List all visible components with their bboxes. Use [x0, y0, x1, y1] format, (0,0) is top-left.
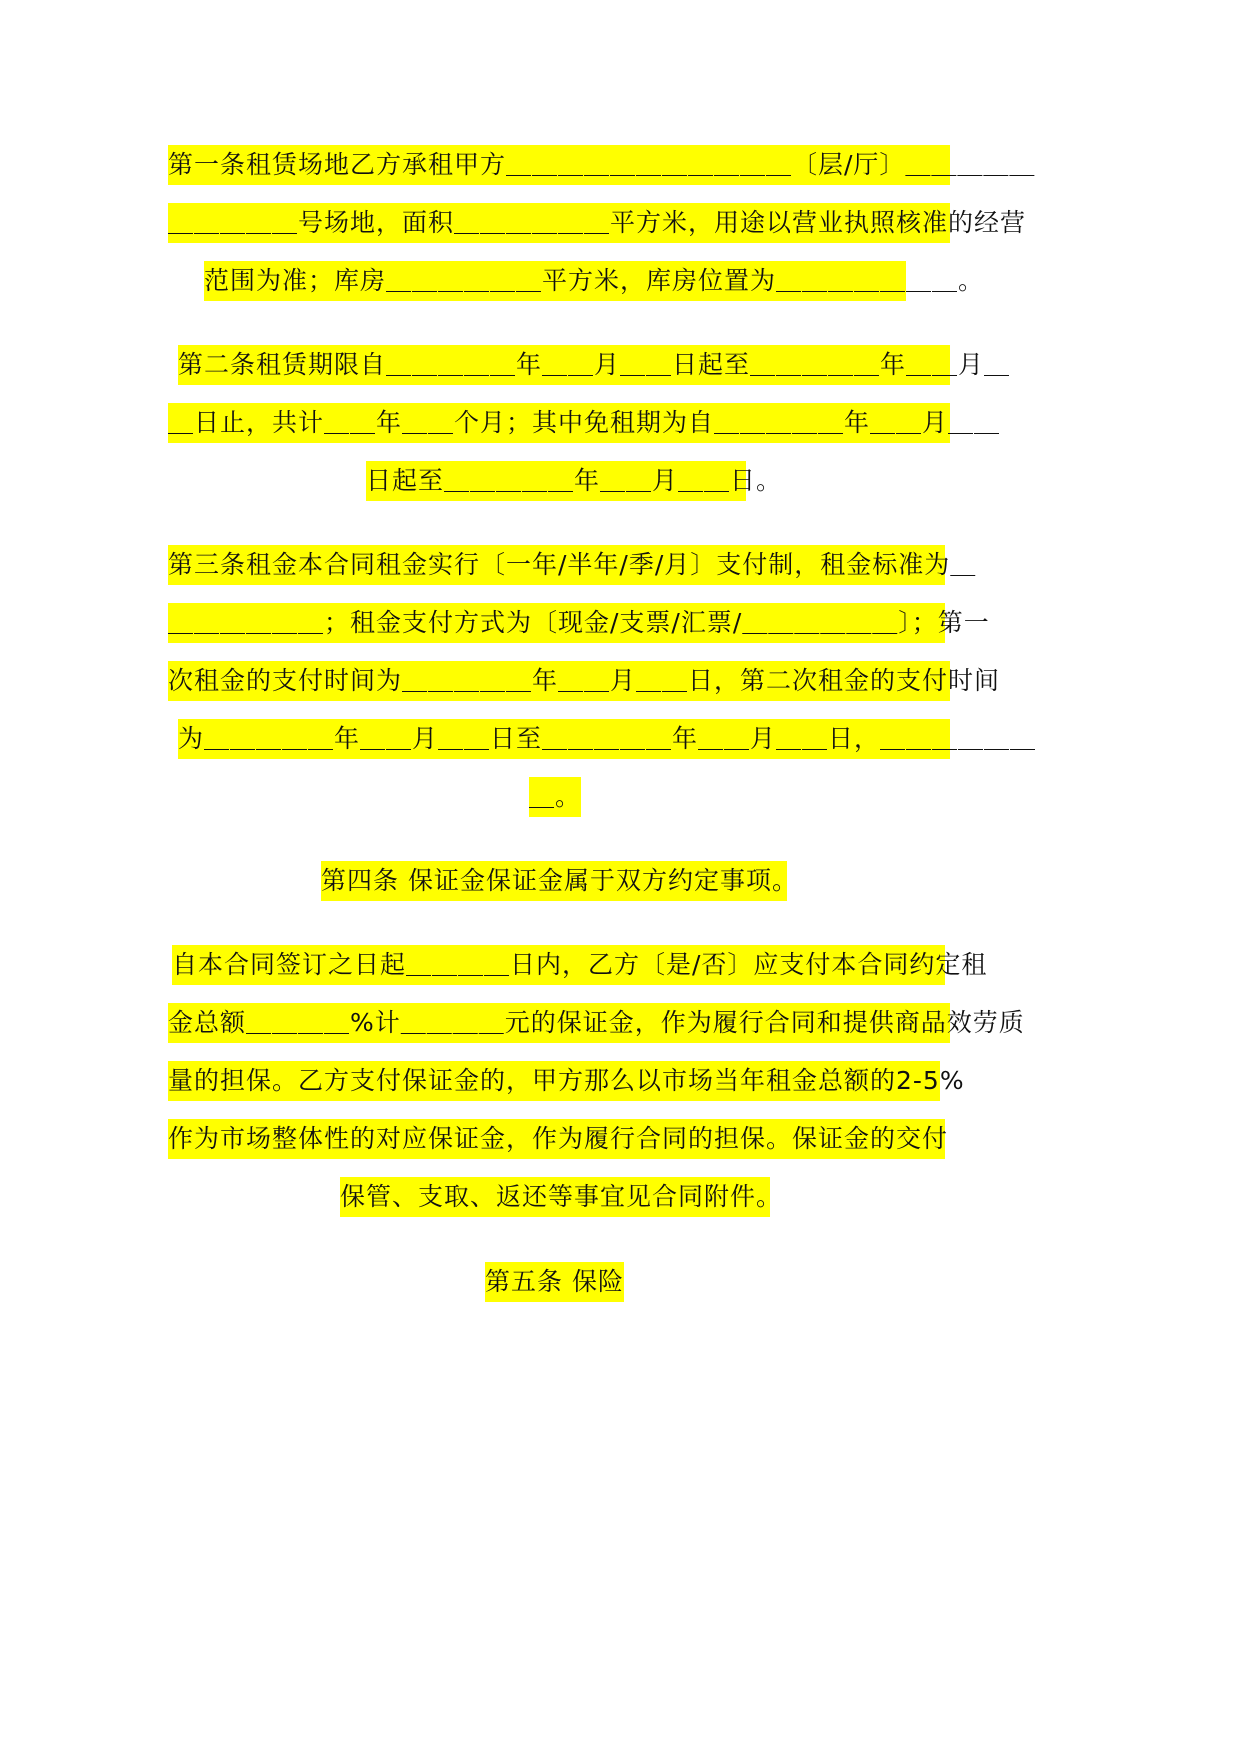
article3-line1: 第三条租金本合同租金实行〔一年/半年/季/月〕支付制，租金标准为＿ — [168, 545, 945, 585]
article5-heading: 第五条 保险 — [485, 1262, 624, 1302]
article4-line1: 自本合同签订之日起＿＿＿＿日内，乙方〔是/否〕应支付本合同约定租 — [172, 945, 945, 985]
article4-heading: 第四条 保证金保证金属于双方约定事项。 — [321, 861, 787, 901]
article2-line2: ＿日止，共计＿＿年＿＿个月；其中免租期为自＿＿＿＿＿年＿＿月＿＿ — [168, 403, 950, 443]
article3-line5: ＿。 — [529, 777, 581, 817]
article3-line3: 次租金的支付时间为＿＿＿＿＿年＿＿月＿＿日，第二次租金的支付时间 — [168, 661, 950, 701]
article4-line5: 保管、支取、返还等事宜见合同附件。 — [340, 1177, 770, 1217]
article1-line3: 范围为准；库房＿＿＿＿＿＿平方米，库房位置为＿＿＿＿＿＿＿。 — [204, 261, 906, 301]
article4-line3: 量的担保。乙方支付保证金的，甲方那么以市场当年租金总额的2-5% — [168, 1061, 940, 1101]
article2-line3: 日起至＿＿＿＿＿年＿＿月＿＿日。 — [366, 461, 746, 501]
article3-line4: 为＿＿＿＿＿年＿＿月＿＿日至＿＿＿＿＿年＿＿月＿＿日，＿＿＿＿＿＿ — [178, 719, 950, 759]
article4-line4: 作为市场整体性的对应保证金，作为履行合同的担保。保证金的交付 — [168, 1119, 945, 1159]
article3-line2: ＿＿＿＿＿＿；租金支付方式为〔现金/支票/汇票/＿＿＿＿＿＿〕；第一 — [168, 603, 945, 643]
article4-line2: 金总额＿＿＿＿%计＿＿＿＿元的保证金，作为履行合同和提供商品效劳质 — [168, 1003, 950, 1043]
article2-line1: 第二条租赁期限自＿＿＿＿＿年＿＿月＿＿日起至＿＿＿＿＿年＿＿月＿ — [178, 345, 950, 385]
article1-line2: ＿＿＿＿＿号场地，面积＿＿＿＿＿＿平方米，用途以营业执照核准的经营 — [168, 203, 950, 243]
article1-line1: 第一条租赁场地乙方承租甲方＿＿＿＿＿＿＿＿＿＿＿〔层/厅〕＿＿＿＿＿ — [168, 145, 950, 185]
